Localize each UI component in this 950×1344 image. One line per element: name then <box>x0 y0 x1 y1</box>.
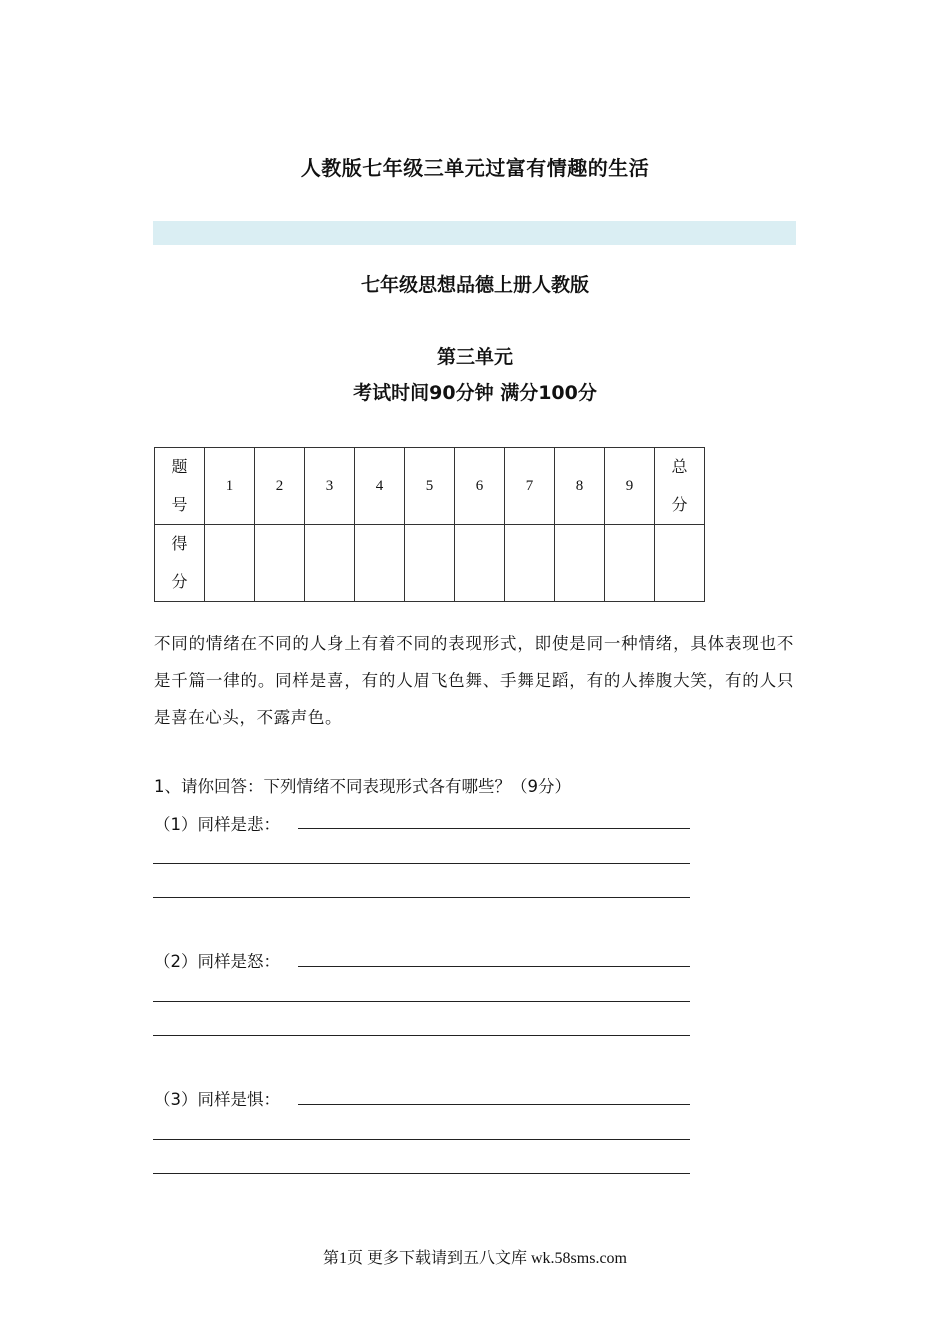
document-title: 人教版七年级三单元过富有情趣的生活 <box>300 156 650 180</box>
answer-line[interactable] <box>153 1035 690 1036</box>
score-cell[interactable] <box>355 525 405 602</box>
answer-line[interactable] <box>298 1104 690 1105</box>
score-cell[interactable] <box>605 525 655 602</box>
score-cell[interactable] <box>205 525 255 602</box>
score-cell[interactable] <box>555 525 605 602</box>
question-number-cell: 6 <box>455 448 505 525</box>
score-char-bottom: 分 <box>171 572 188 591</box>
question-number-cell: 9 <box>605 448 655 525</box>
answer-line[interactable] <box>153 1001 690 1002</box>
answer-line[interactable] <box>153 863 690 864</box>
total-char-top: 总 <box>671 457 688 476</box>
part-label-3: （3）同样是惧： <box>154 1086 280 1110</box>
question-number-row <box>155 448 705 525</box>
header-char-bottom: 号 <box>171 495 188 514</box>
decorative-band <box>153 221 796 245</box>
answer-line[interactable] <box>153 1173 690 1174</box>
part-label-1: （1）同样是悲： <box>154 811 280 835</box>
question-number-cell: 2 <box>255 448 305 525</box>
answer-line[interactable] <box>298 966 690 967</box>
question-number-cell: 7 <box>505 448 555 525</box>
score-char-top: 得 <box>171 534 188 553</box>
part-label-2: （2）同样是怒： <box>154 948 280 972</box>
answer-line[interactable] <box>298 828 690 829</box>
question-number-cell: 1 <box>205 448 255 525</box>
score-row <box>155 525 705 602</box>
exam-info: 考试时间90分钟 满分100分 <box>353 382 597 404</box>
total-char-bottom: 分 <box>671 495 688 514</box>
question-text: 1、请你回答：下列情绪不同表现形式各有哪些？（9分） <box>154 777 571 796</box>
score-header <box>155 525 205 602</box>
total-score-cell[interactable] <box>655 525 705 602</box>
score-cell[interactable] <box>505 525 555 602</box>
header-char-top: 题 <box>171 457 188 476</box>
score-cell[interactable] <box>255 525 305 602</box>
subject-heading: 七年级思想品德上册人教版 <box>360 274 589 296</box>
total-header <box>655 448 705 525</box>
answer-line[interactable] <box>153 1139 690 1140</box>
score-cell[interactable] <box>405 525 455 602</box>
question-number-cell: 4 <box>355 448 405 525</box>
score-cell[interactable] <box>305 525 355 602</box>
page-footer: 第1页 更多下载请到五八文库 wk.58sms.com <box>322 1250 627 1267</box>
question-number-cell: 5 <box>405 448 455 525</box>
question-number-cell: 8 <box>555 448 605 525</box>
answer-line[interactable] <box>153 897 690 898</box>
reading-passage: 不同的情绪在不同的人身上有着不同的表现形式，即使是同一种情绪，具体表现也不是千篇一律的。同样是喜，有的人眉飞色舞、手舞足蹈，有的人捧腹大笑，有的人只是喜在心头，不露声色。 <box>154 634 794 727</box>
score-table <box>154 447 705 602</box>
question-number-header <box>155 448 205 525</box>
score-cell[interactable] <box>455 525 505 602</box>
unit-heading: 第三单元 <box>436 346 513 368</box>
question-number-cell: 3 <box>305 448 355 525</box>
